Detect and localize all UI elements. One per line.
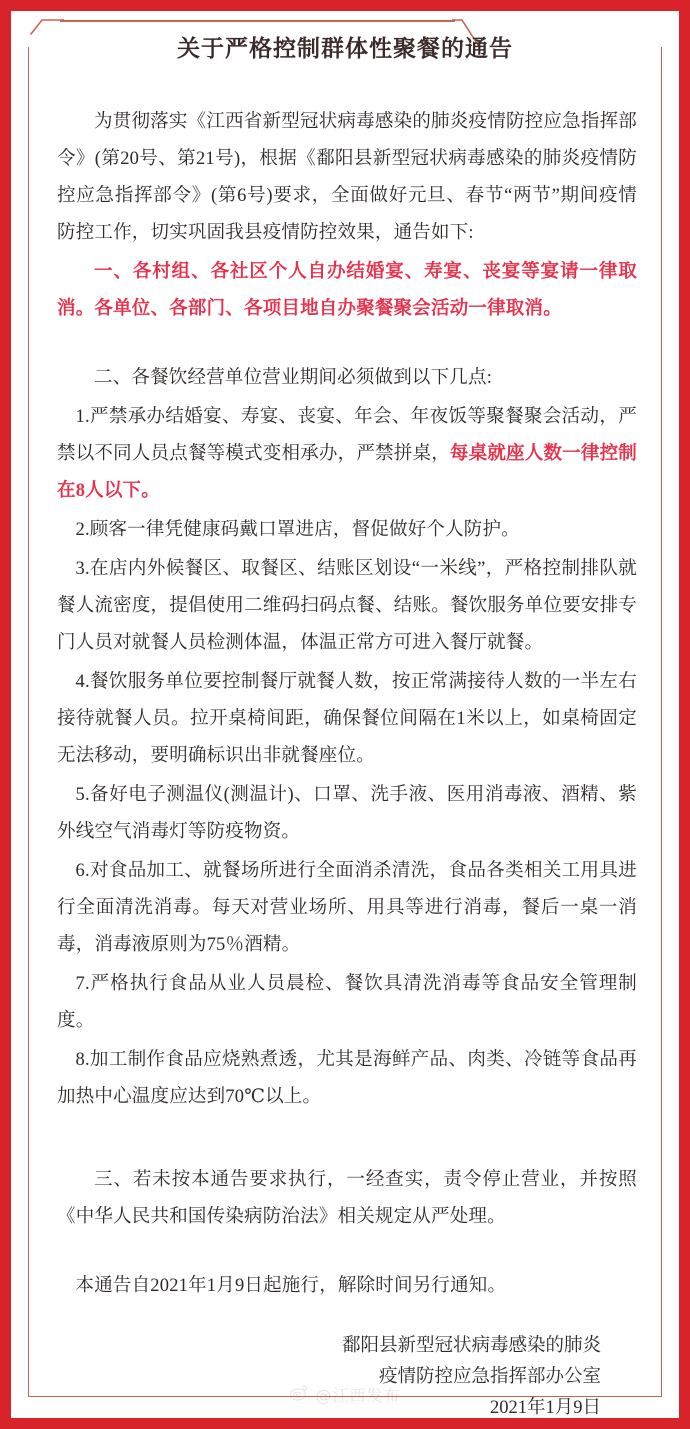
list-item <box>57 664 637 775</box>
intro-paragraph: 为贯彻落实《江西省新型冠状病毒感染的肺炎疫情防控应急指挥部令》(第20号、第21号)，根据《鄱阳县新型冠状病毒感染的肺炎疫情防控应急指挥部令》(第6号)要求，全面做好元旦、春节“两节”期间疫情防控工作，切实巩固我县疫情防控效果，通告如下: <box>57 112 637 243</box>
section-three-paragraph: 三、若未按本通告要求执行，一经查实，责令停止营业，并按照《中华人民共和国传染病防治法》相关规定从严处理。 <box>57 1170 637 1227</box>
signature-date: 2021年1月9日 <box>489 1398 601 1418</box>
document-body <box>57 104 637 1424</box>
item-text: 餐饮服务单位要控制餐厅就餐人数，按正常满接待人数的一半左右接待就餐人员。拉开桌椅间距，确保餐位间隔在1米以上，如桌椅固定无法移动，要明确标识出非就餐座位。 <box>57 672 637 766</box>
item-highlight: 每桌就座人数一律控制在8人以下。 <box>57 444 637 501</box>
signing-authority-line-2: 疫情防控应急指挥部办公室 <box>378 1367 601 1387</box>
item-number: 5. <box>75 785 90 805</box>
spacer <box>57 330 637 360</box>
signature-block <box>57 1331 637 1424</box>
item-text: 顾客一律凭健康码戴口罩进店，督促做好个人防护。 <box>89 520 520 540</box>
item-text: 加工制作食品应烧熟煮透，尤其是海鲜产品、肉类、冷链等食品再加热中心温度应达到70℃以上。 <box>57 1050 637 1107</box>
item-text: 严格执行食品从业人员晨检、餐饮具清洗消毒等食品安全管理制度。 <box>57 974 637 1031</box>
item-number: 4. <box>75 672 90 692</box>
item-number: 7. <box>75 974 90 994</box>
list-item <box>57 512 637 549</box>
watermark <box>0 1382 690 1407</box>
list-item <box>57 777 637 851</box>
list-item <box>57 551 637 662</box>
signing-authority-line-1: 鄱阳县新型冠状病毒感染的肺炎 <box>341 1336 601 1356</box>
item-text: 备好电子测温仪(测温计)、口罩、洗手液、医用消毒液、酒精、紫外线空气消毒灯等防疫物资。 <box>57 785 637 842</box>
item-text: 对食品加工、就餐场所进行全面消杀清洗，食品各类相关工用具进行全面清洗消毒。每天对营业场所、用具等进行消毒，餐后一桌一消毒，消毒液原则为75％酒精。 <box>57 861 637 955</box>
item-number: 6. <box>75 861 90 881</box>
item-number: 2. <box>75 520 90 540</box>
list-item <box>57 1042 637 1116</box>
item-text: 严禁承办结婚宴、寿宴、丧宴、年会、年夜饭等聚餐聚会活动，严禁以不同人员点餐等模式变相承办，严禁拼桌， <box>57 407 637 464</box>
section-two-heading: 二、各餐饮经营单位营业期间必须做到以下几点: <box>94 368 493 388</box>
weibo-icon <box>289 1382 309 1407</box>
item-text: 在店内外候餐区、取餐区、结账区划设“一米线”，严格控制排队就餐人流密度，提倡使用二维码扫码点餐、结账。餐饮服务单位要安排专门人员对就餐人员检测体温，体温正常方可进入餐厅就餐。 <box>57 559 637 653</box>
spacer <box>57 1238 637 1268</box>
effective-notice: 本通告自2021年1月9日起施行，解除时间另行通知。 <box>75 1276 507 1296</box>
list-item <box>57 853 637 964</box>
spacer <box>57 1118 637 1162</box>
list-item <box>57 966 637 1040</box>
section-one-paragraph: 一、各村组、各社区个人自办结婚宴、寿宴、丧宴等宴请一律取消。各单位、各部门、各项目地自办聚餐聚会活动一律取消。 <box>57 262 637 319</box>
top-rule-segment <box>60 20 455 22</box>
list-item <box>57 399 637 510</box>
watermark-handle: @江西发布 <box>315 1386 401 1405</box>
item-number: 8. <box>75 1050 90 1070</box>
item-number: 1. <box>75 407 90 427</box>
page-title: 关于严格控制群体性聚餐的通告 <box>177 36 513 62</box>
item-number: 3. <box>75 559 90 579</box>
